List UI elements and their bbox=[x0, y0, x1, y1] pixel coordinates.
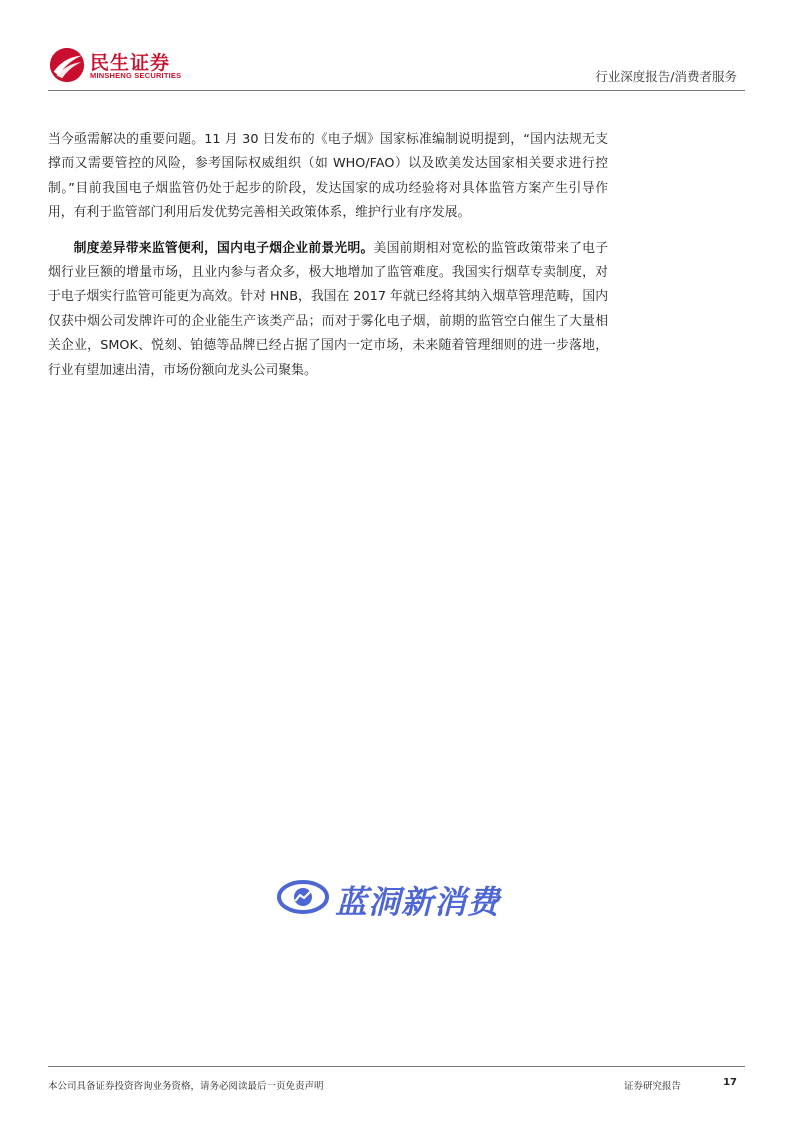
eye-icon bbox=[277, 878, 329, 916]
minsheng-logo-icon bbox=[48, 46, 86, 84]
footer-divider bbox=[48, 1066, 745, 1067]
page-number: 17 bbox=[723, 1077, 737, 1088]
paragraph-2-lead: 制度差异带来监管便利，国内电子烟企业前景光明。 bbox=[73, 240, 374, 256]
watermark bbox=[277, 876, 517, 920]
header-divider bbox=[48, 90, 745, 91]
paragraph-2 bbox=[48, 237, 608, 383]
paragraph-1: 当今亟需解决的重要问题。11 月 30 日发布的《电子烟》国家标准编制说明提到，“国内法规无支撑而又需要管控的风险，参考国际权威组织（如 WHO/FAO）以及欧美发达国家相关要求进行控制。”目前我国电子烟监管仍处于起步的阶段，发达国家的成功经验将对具体监管方案产生引导作用，有利于监管部门利用后发优势完善相关政策体系，维护行业有序发展。 bbox=[48, 132, 608, 221]
watermark-text: 蓝洞新消费 bbox=[335, 883, 501, 921]
paragraph-2-text: 美国前期相对宽松的监管政策带来了电子烟行业巨额的增量市场，且业内参与者众多，极大地增加了监管难度。我国实行烟草专卖制度，对于电子烟实行监管可能更为高效。针对 HNB，我国在 2017 年就已经将其纳入烟草管理范畴，国内仅获中烟公司发牌许可的企业能生产该类产品；而对于雾化电子烟，前期的监管空白催生了大量相关企业，SMOK、悦刻、铂德等品牌已经占据了国内一定市场，未来随着管理细则的进一步落地，行业有望加速出清，市场份额向龙头公司聚集。 bbox=[48, 240, 609, 378]
brand-name-en: MINSHENG SECURITIES bbox=[90, 71, 182, 80]
brand-logo bbox=[48, 46, 198, 86]
report-category: 行业深度报告/消费者服务 bbox=[595, 69, 737, 84]
report-body bbox=[48, 128, 608, 383]
footer-disclaimer: 本公司具备证券投资咨询业务资格，请务必阅读最后一页免责声明 bbox=[48, 1081, 324, 1092]
brand-name-cn: 民生证券 bbox=[90, 52, 171, 74]
footer-report-type: 证券研究报告 bbox=[623, 1081, 681, 1092]
